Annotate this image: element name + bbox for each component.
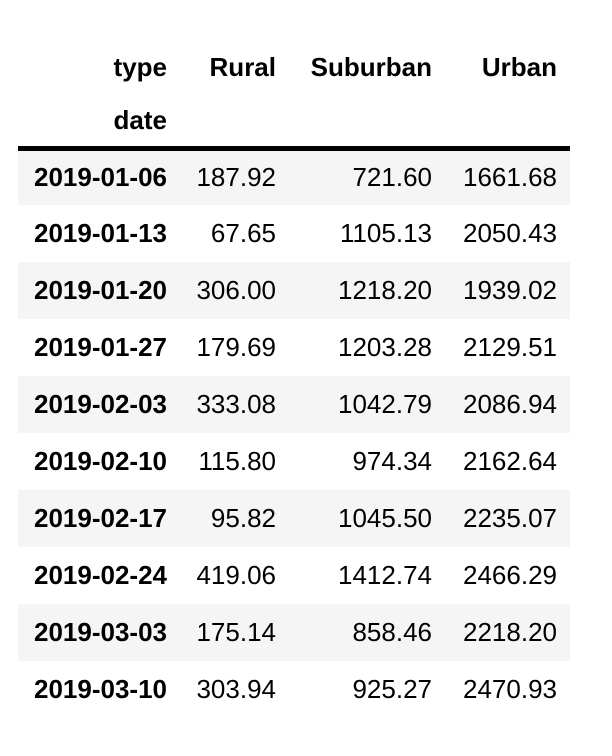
- table-row: [18, 547, 570, 604]
- column-header-suburban: Suburban: [310, 52, 432, 83]
- cell-rural: 115.80: [198, 445, 276, 476]
- dataframe-table: [18, 40, 570, 718]
- table-row: [18, 490, 570, 547]
- row-index: 2019-02-03: [34, 388, 167, 419]
- cell-suburban: 858.46: [352, 616, 432, 647]
- cell-urban: 1939.02: [463, 274, 557, 305]
- cell-urban: 2470.93: [463, 673, 557, 704]
- cell-suburban: 1412.74: [338, 559, 432, 590]
- cell-rural: 67.65: [210, 217, 276, 248]
- table-row: [18, 205, 570, 262]
- columns-name-cell: type: [113, 52, 167, 83]
- table-row: [18, 604, 570, 661]
- cell-rural: 179.69: [196, 331, 276, 362]
- cell-urban: 2050.43: [463, 217, 557, 248]
- cell-suburban: 925.27: [352, 673, 432, 704]
- cell-rural: 333.08: [196, 388, 276, 419]
- cell-rural: 95.82: [210, 502, 276, 533]
- cell-suburban: 1218.20: [338, 274, 432, 305]
- row-index: 2019-02-17: [34, 502, 167, 533]
- row-index: 2019-03-10: [34, 673, 167, 704]
- table-row: [18, 148, 570, 205]
- column-header-urban: Urban: [481, 52, 557, 83]
- row-index: 2019-01-20: [34, 274, 167, 305]
- cell-suburban: 1203.28: [338, 331, 432, 362]
- table-header: [18, 40, 570, 148]
- cell-urban: 2218.20: [463, 616, 557, 647]
- row-index: 2019-01-27: [34, 331, 167, 362]
- cell-urban: 2086.94: [463, 388, 557, 419]
- cell-suburban: 1042.79: [338, 388, 432, 419]
- table-row: [18, 319, 570, 376]
- cell-suburban: 974.34: [352, 445, 432, 476]
- cell-urban: 1661.68: [463, 161, 557, 192]
- table-row: [18, 376, 570, 433]
- cell-urban: 2466.29: [463, 559, 557, 590]
- empty-header-cell: [289, 96, 445, 148]
- index-name-cell: date: [18, 96, 180, 148]
- cell-rural: 419.06: [196, 559, 276, 590]
- cell-rural: 187.92: [196, 161, 276, 192]
- cell-rural: 306.00: [196, 274, 276, 305]
- cell-suburban: 721.60: [352, 161, 432, 192]
- cell-urban: 2129.51: [463, 331, 557, 362]
- cell-suburban: 1105.13: [339, 217, 432, 248]
- cell-rural: 303.94: [196, 673, 276, 704]
- cell-rural: 175.14: [196, 616, 276, 647]
- cell-urban: 2235.07: [463, 502, 557, 533]
- cell-suburban: 1045.50: [338, 502, 432, 533]
- row-index: 2019-01-06: [34, 161, 167, 192]
- row-index: 2019-02-24: [34, 559, 167, 590]
- row-index: 2019-03-03: [34, 616, 167, 647]
- column-header-rural: Rural: [209, 52, 276, 83]
- columns-header-row: [18, 40, 570, 96]
- row-index: 2019-01-13: [34, 217, 167, 248]
- empty-header-cell: [445, 96, 570, 148]
- empty-header-cell: [180, 96, 289, 148]
- table-row: [18, 661, 570, 718]
- table-body: [18, 148, 570, 718]
- table-row: [18, 262, 570, 319]
- index-name-row: [18, 96, 570, 148]
- row-index: 2019-02-10: [34, 445, 167, 476]
- cell-urban: 2162.64: [463, 445, 557, 476]
- table-row: [18, 433, 570, 490]
